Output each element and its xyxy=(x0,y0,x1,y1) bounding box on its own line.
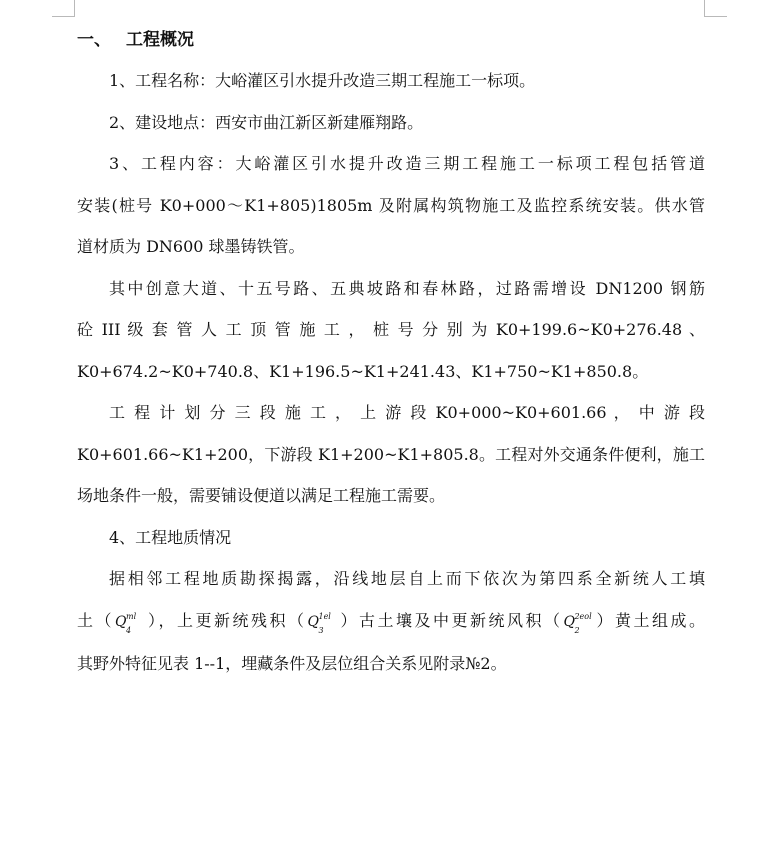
text-line: 砼 III 级 套 管 人 工 顶 管 施 工 ， 桩 号 分 别 为 K0+199.6~K0+276.48 、 xyxy=(77,320,705,339)
paragraph-geology xyxy=(77,558,705,685)
text-span: ）古土壤及中更新统风积（ xyxy=(337,610,563,630)
symbol-subscript: 2 xyxy=(574,625,580,635)
text-line: 3、工程内容：大峪灌区引水提升改造三期工程施工一标项工程包括管道 xyxy=(109,154,705,173)
paragraph-geology-heading: 4、工程地质情况 xyxy=(109,527,232,547)
text-line: 其野外特征见表 1--1，埋藏条件及层位组合关系见附录№2。 xyxy=(77,654,507,673)
symbol-superscript: 1el xyxy=(318,611,331,621)
stratum-symbol-artificial-fill xyxy=(114,602,145,644)
stratum-symbol-residual xyxy=(306,602,337,644)
text-span: ）黄土组成。 xyxy=(593,610,705,630)
symbol-base: Q xyxy=(563,613,575,630)
text-span: 土（ xyxy=(77,610,114,630)
section-heading xyxy=(77,20,705,60)
symbol-superscript: 2eol xyxy=(574,611,592,621)
document-body xyxy=(77,20,705,685)
text-line: K0+601.66~K1+200，下游段 K1+200~K1+805.8。工程对外交通条件便利，施工 xyxy=(77,444,705,464)
paragraph-project-content xyxy=(77,143,705,268)
text-span: ），上更新统残积（ xyxy=(145,610,307,630)
section-number: 一、 xyxy=(77,30,111,50)
paragraph-project-name: 1、工程名称：大峪灌区引水提升改造三期工程施工一标项。 xyxy=(109,71,536,90)
paragraph-road-crossings xyxy=(77,268,705,393)
text-line: 据相邻工程地质勘探揭露，沿线地层自上而下依次为第四系全新统人工填 xyxy=(109,569,705,588)
symbol-base: Q xyxy=(307,613,319,630)
symbol-subscript: 4 xyxy=(126,625,132,635)
symbol-base: Q xyxy=(115,613,127,630)
page-corner-mark-top-right xyxy=(704,0,727,17)
text-line: K0+674.2~K0+740.8、K1+196.5~K1+241.43、K1+750~K1+850.8。 xyxy=(77,361,649,381)
text-line-with-symbols xyxy=(77,600,705,644)
stratum-symbol-aeolian xyxy=(562,602,593,644)
paragraph-construction-plan xyxy=(77,392,705,517)
text-line: 其中创意大道、十五号路、五典坡路和春林路，过路需增设 DN1200 钢筋 xyxy=(109,278,705,298)
symbol-subscript: 3 xyxy=(318,625,324,635)
page-corner-mark-top-left xyxy=(52,0,75,17)
paragraph-location: 2、建设地点：西安市曲江新区新建雁翔路。 xyxy=(109,112,424,132)
text-line: 安装(桩号 K0+000～K1+805)1805m 及附属构筑物施工及监控系统安装。供水管 xyxy=(77,195,705,215)
text-line: 道材质为 DN600 球墨铸铁管。 xyxy=(77,237,305,256)
text-line: 场地条件一般，需要铺设便道以满足工程施工需要。 xyxy=(77,486,446,505)
section-title: 工程概况 xyxy=(126,30,194,50)
symbol-superscript: ml xyxy=(126,611,137,621)
text-line: 工 程 计 划 分 三 段 施 工 ， 上 游 段 K0+000~K0+601.66 ， 中 游 段 xyxy=(109,403,705,422)
